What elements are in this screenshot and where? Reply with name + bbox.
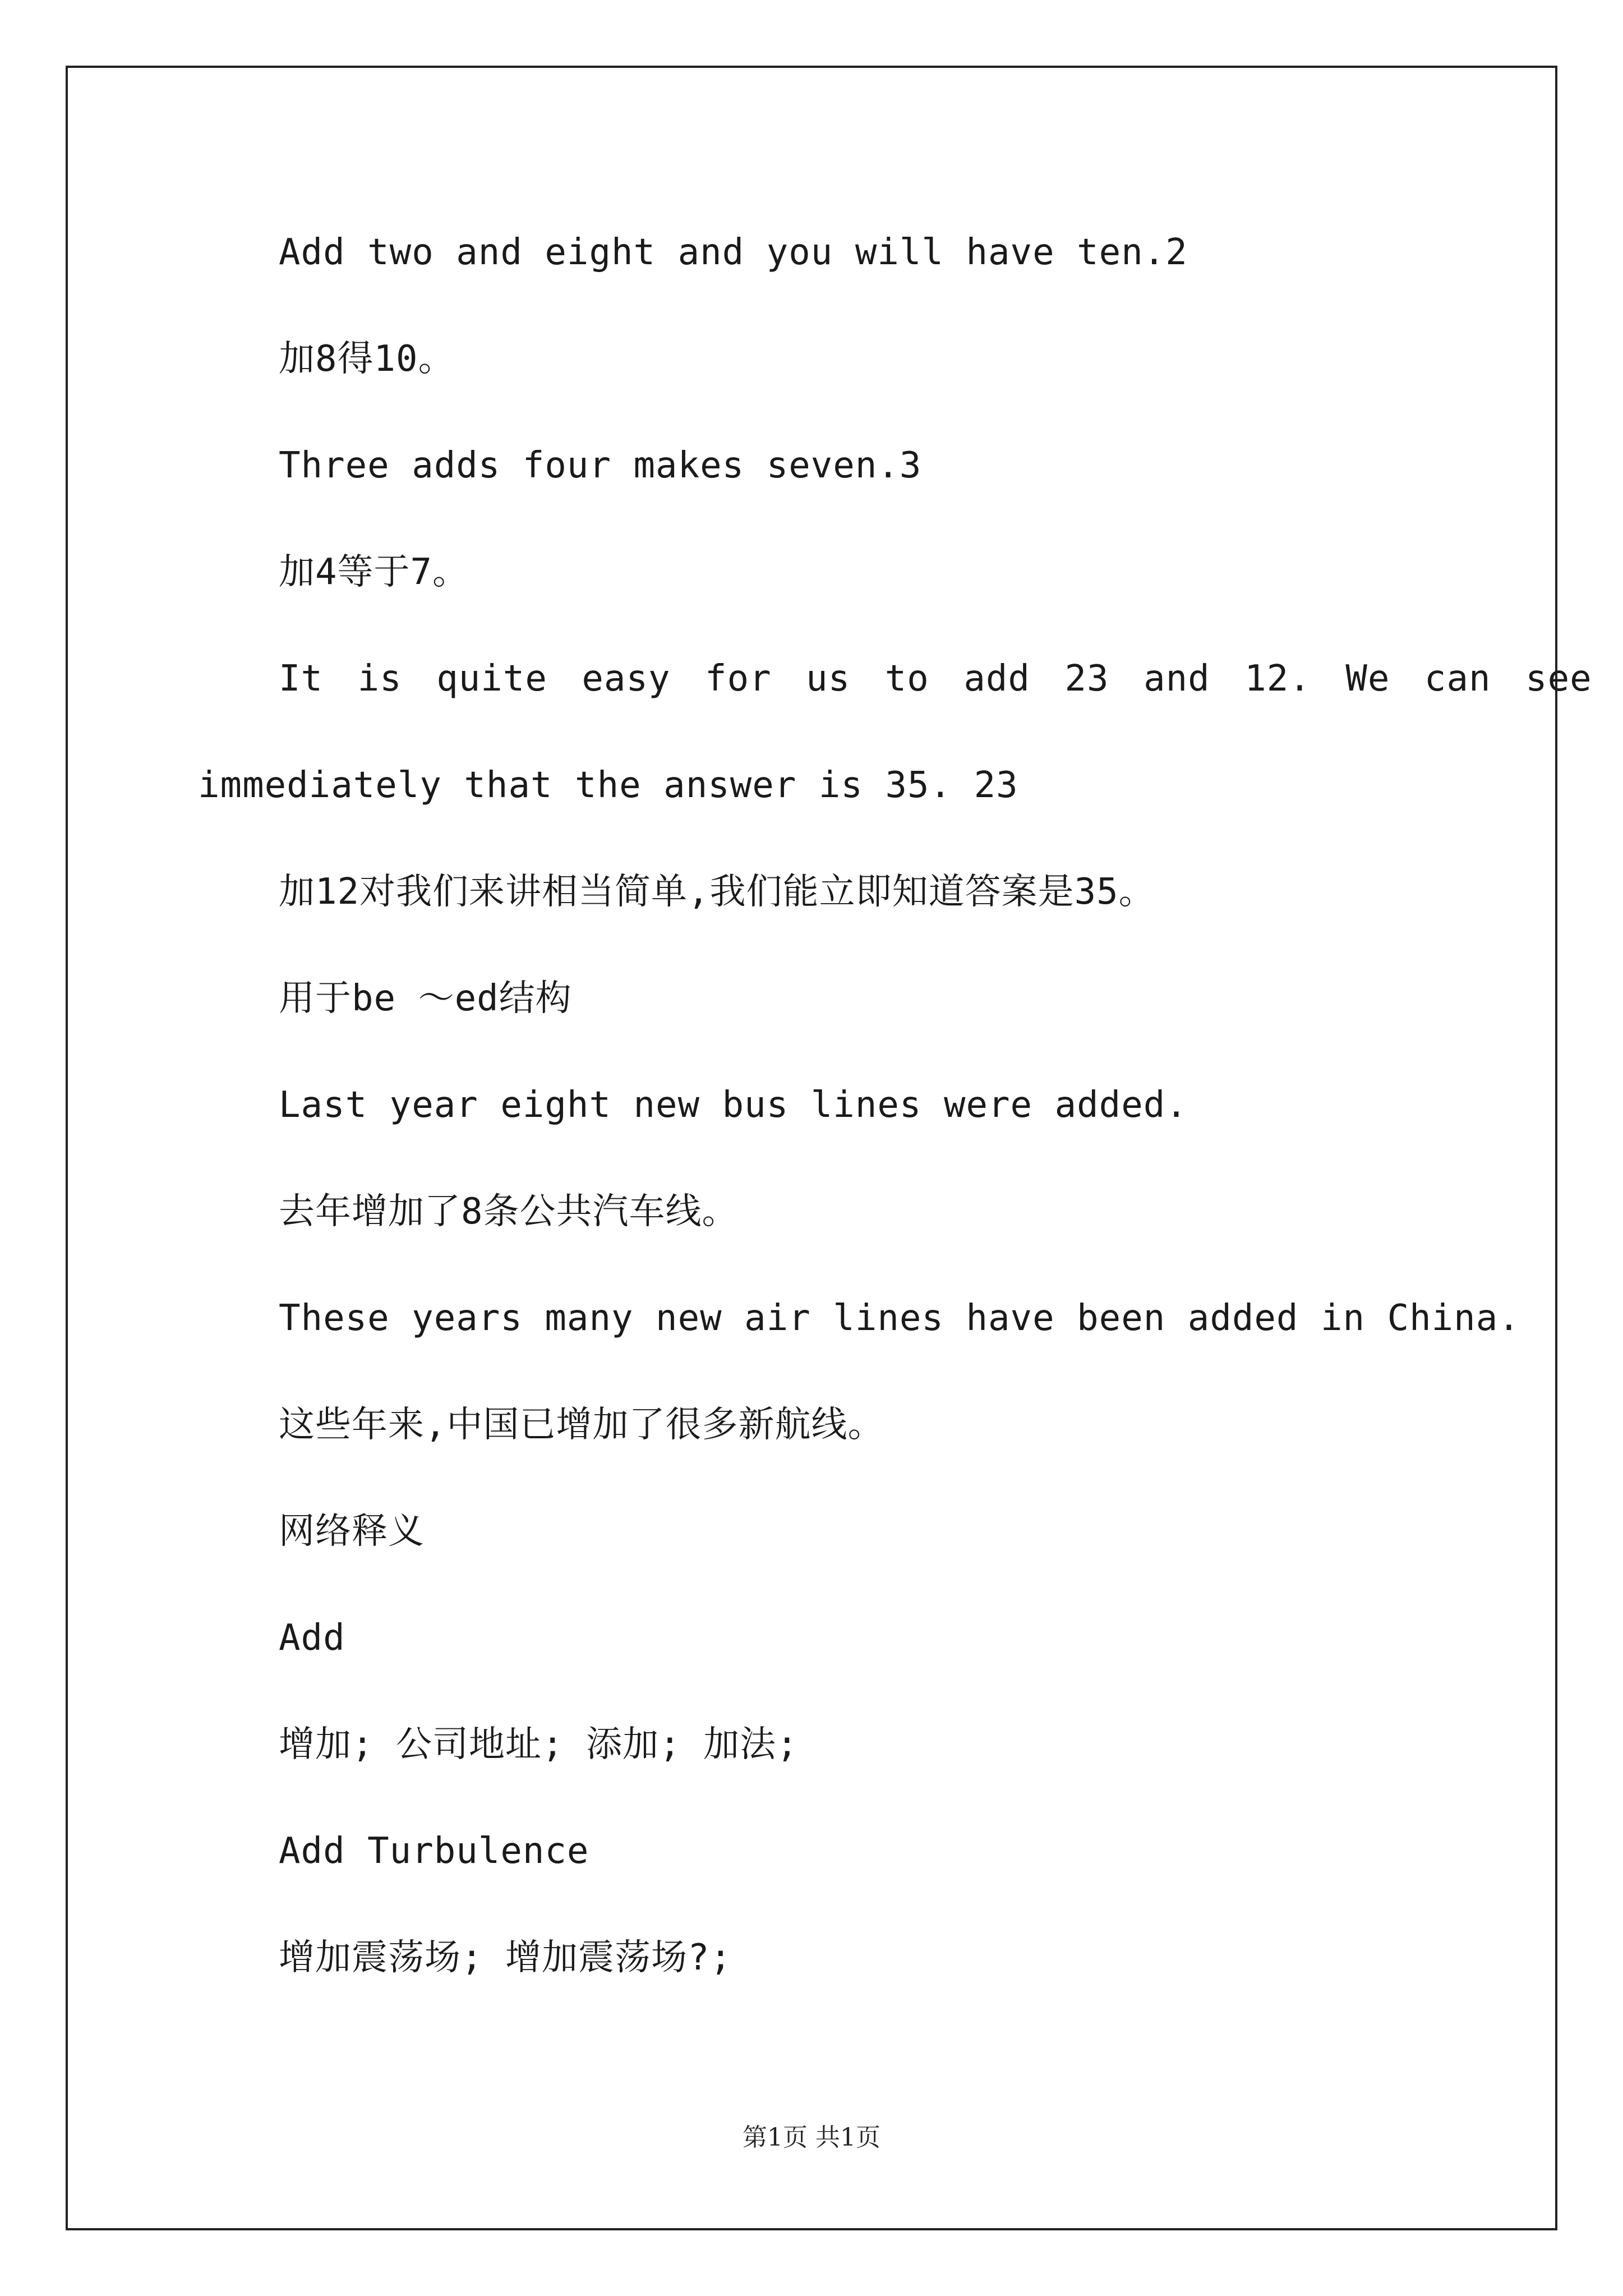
term-add: Add (279, 1617, 345, 1659)
example-sentence-1-en: Add two and eight and you will have ten.2 (279, 232, 1188, 273)
usage-heading: 用于be ～ed结构 (279, 978, 572, 1019)
example-sentence-2-zh: 加4等于7。 (279, 551, 469, 593)
term-add-turbulence: Add Turbulence (279, 1830, 589, 1872)
term-add-turbulence-meaning: 增加震荡场; 增加震荡场?; (279, 1937, 732, 1978)
page-number-footer: 第1页 共1页 (743, 2123, 880, 2152)
example-sentence-2-en: Three adds four makes seven.3 (279, 445, 922, 486)
example-sentence-4-zh: 去年增加了8条公共汽车线。 (279, 1191, 739, 1232)
example-sentence-1-zh: 加8得10。 (279, 338, 455, 380)
web-definitions-heading: 网络释义 (279, 1511, 425, 1552)
example-sentence-3-en-line1: It is quite easy for us to add 23 and 12. We can see (279, 658, 1592, 700)
example-sentence-5-en: These years many new air lines have been added in China. (279, 1297, 1520, 1339)
page-border (66, 66, 1557, 2230)
example-sentence-4-en: Last year eight new bus lines were added. (279, 1084, 1188, 1126)
term-add-meaning: 增加; 公司地址; 添加; 加法; (279, 1724, 799, 1765)
example-sentence-3-en-line2: immediately that the answer is 35. 23 (198, 765, 1018, 806)
example-sentence-3-zh: 加12对我们来讲相当简单,我们能立即知道答案是35。 (279, 871, 1155, 913)
example-sentence-5-zh: 这些年来,中国已增加了很多新航线。 (279, 1404, 884, 1446)
